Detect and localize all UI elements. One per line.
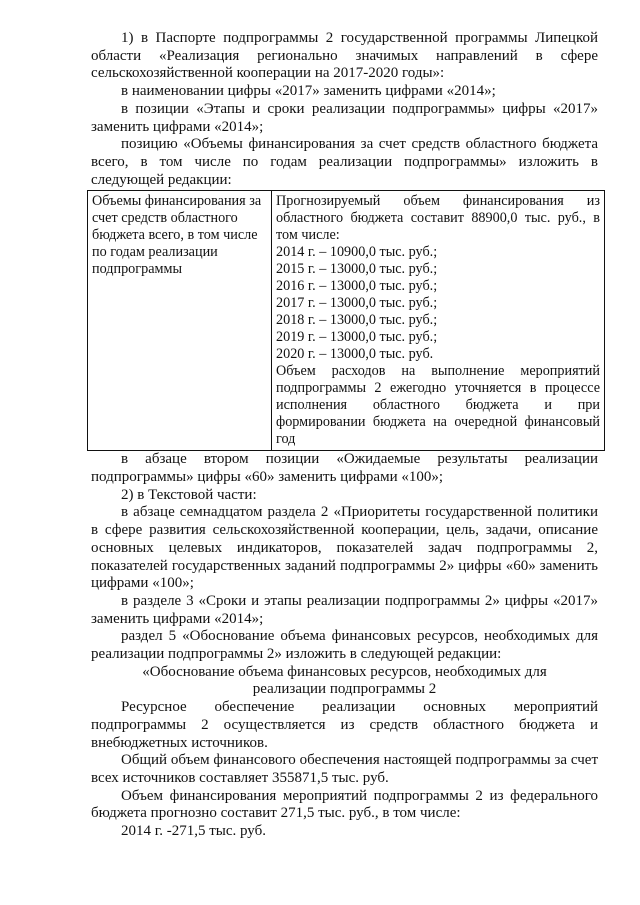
paragraph-after-5: раздел 5 «Обоснование объема финансовых ресурсов, необходимых для реализации подпрограммы 2» изложить в следующей редакции:: [91, 628, 598, 663]
document-page: [91, 30, 598, 841]
year-line: 2015 г. – 13000,0 тыс. руб.;: [276, 261, 438, 278]
year-line: 2020 г. – 13000,0 тыс. руб.: [276, 346, 434, 363]
paragraph-sub-1: в наименовании цифры «2017» заменить цифрами «2014»;: [121, 83, 496, 100]
year-line: 2017 г. – 13000,0 тыс. руб.;: [276, 295, 438, 312]
financing-table: [87, 190, 605, 451]
paragraph-after-7: Общий объем финансового обеспечения настоящей подпрограммы за счет всех источников составляет 355871,5 тыс. руб.: [91, 752, 598, 786]
paragraph-after-8: Объем финансирования мероприятий подпрограммы 2 из федерального бюджета прогнозно составит 271,5 тыс. руб., в том числе:: [91, 787, 598, 822]
paragraph-sub-3: позицию «Объемы финансирования за счет средств областного бюджета всего, в том числе по годам реализации подпрограммы» изложить в следующей редакции:: [91, 136, 598, 188]
paragraph-item-1: 1) в Паспорте подпрограммы 2 государственной программы Липецкой области «Реализация регионально значимых направлений в сфере сельскохозяйственной кооперации на 2017-2020 годы»:: [91, 30, 598, 82]
paragraph-after-9: 2014 г. -271,5 тыс. руб.: [121, 823, 266, 840]
year-line: 2018 г. – 13000,0 тыс. руб.;: [276, 312, 438, 329]
paragraph-sub-2: в позиции «Этапы и сроки реализации подпрограммы» цифры «2017» заменить цифрами «2014»;: [91, 100, 598, 135]
table-outro-text: Объем расходов на выполнение мероприятий подпрограммы 2 ежегодно уточняется в процессе исполнения областного бюджета и при формировании бюджета на очередной финансовый год: [276, 363, 600, 448]
table-row: [88, 191, 605, 451]
paragraph-after-6: Ресурсное обеспечение реализации основных мероприятий подпрограммы 2 осуществляется из средств областного бюджета и внебюджетных источников.: [91, 699, 598, 751]
table-cell-label: Объемы финансирования за счет средств областного бюджета всего, в том числе по годам реализации подпрограммы: [88, 191, 272, 451]
paragraph-after-4: в разделе 3 «Сроки и этапы реализации подпрограммы 2» цифры «2017» заменить цифрами «2014»;: [91, 592, 598, 627]
table-cell-content: [272, 191, 605, 451]
year-line: 2019 г. – 13000,0 тыс. руб.;: [276, 329, 438, 346]
year-line: 2014 г. – 10900,0 тыс. руб.;: [276, 244, 438, 261]
section-heading-line-2: реализации подпрограммы 2: [252, 681, 437, 698]
year-line: 2016 г. – 13000,0 тыс. руб.;: [276, 278, 438, 295]
paragraph-after-2: 2) в Текстовой части:: [121, 486, 257, 503]
section-heading-line-1: «Обоснование объема финансовых ресурсов, необходимых для: [142, 663, 547, 680]
paragraph-after-3: в абзаце семнадцатом раздела 2 «Приоритеты государственной политики в сфере развития сельскохозяйственной кооперации, цель, задачи, описание основных целевых индикаторов, показателей задач подпрограммы 2, показателей государственных заданий подпрограммы 2» цифры «60» заменить цифрами «100»;: [91, 504, 598, 592]
table-intro-text: Прогнозируемый объем финансирования из областного бюджета составит 88900,0 тыс. руб., в том числе:: [276, 193, 600, 244]
paragraph-after-1: в абзаце втором позиции «Ожидаемые результаты реализации подпрограммы» цифры «60» заменить цифрами «100»;: [91, 451, 598, 486]
